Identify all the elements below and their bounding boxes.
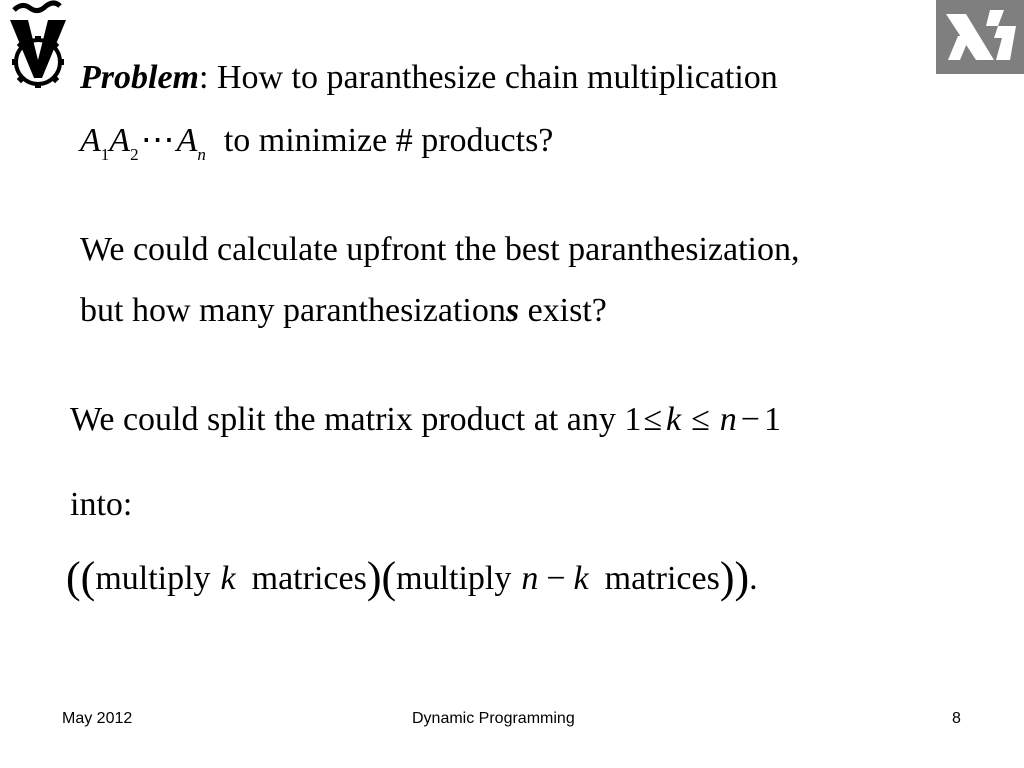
upfront-line-2-end: exist? [519, 292, 607, 329]
problem-line [80, 58, 778, 98]
split-le-1: ≤ [643, 401, 663, 438]
split-line [70, 400, 781, 440]
subscript-1: 1 [100, 145, 110, 164]
formula-inner-rparen-2: ) [719, 553, 735, 602]
subscript-n: n [197, 145, 206, 164]
formula-multiply-1: multiply [95, 560, 211, 597]
split-minus: − [740, 401, 760, 438]
formula-outer-lparen: ( [66, 553, 81, 602]
formula-line [66, 553, 758, 602]
footer-page-number: 8 [952, 710, 961, 727]
split-text: We could split the matrix product at any [70, 401, 625, 438]
formula-k: k [220, 560, 236, 597]
footer-title: Dynamic Programming [412, 710, 575, 727]
upfront-line-2-start: but how many paranthesization [80, 292, 506, 329]
formula-inner-lparen-2: ( [381, 553, 397, 602]
problem-label: Problem [80, 59, 199, 96]
split-one-b: 1 [763, 401, 781, 438]
upfront-line-2 [80, 291, 607, 331]
subscript-2: 2 [130, 145, 139, 164]
matrix-a2: A [109, 122, 131, 159]
matrix-a1: A [80, 122, 101, 159]
formula-n: n [521, 560, 539, 597]
chain-text: to minimize # products? [223, 122, 554, 159]
split-k: k [666, 401, 682, 438]
split-one: 1 [624, 401, 642, 438]
formula-matrices-2: matrices [604, 560, 720, 597]
ellipsis: ⋯ [140, 122, 175, 159]
formula-period: . [749, 560, 758, 597]
formula-minus: − [546, 560, 566, 597]
formula-outer-rparen: ) [734, 553, 750, 602]
problem-colon: : [198, 59, 209, 96]
problem-text: How to paranthesize chain multiplication [208, 59, 778, 96]
upfront-line-2-s: s [505, 292, 520, 329]
split-le-2: ≤ [691, 401, 710, 438]
formula-inner-rparen-1: ) [366, 553, 382, 602]
technion-logo-icon [0, 0, 78, 96]
upfront-line-1: We could calculate upfront the best paranthesization, [80, 231, 800, 268]
formula-multiply-2: multiply [396, 560, 512, 597]
into-line: into: [70, 486, 133, 523]
chain-line [80, 121, 553, 166]
formula-matrices-1: matrices [251, 560, 367, 597]
footer-date: May 2012 [62, 710, 133, 727]
hebrew-letters-logo-icon [936, 0, 1024, 74]
formula-inner-lparen-1: ( [80, 553, 96, 602]
formula-k-2: k [573, 560, 589, 597]
matrix-an: A [176, 122, 198, 159]
split-n: n [719, 401, 737, 438]
